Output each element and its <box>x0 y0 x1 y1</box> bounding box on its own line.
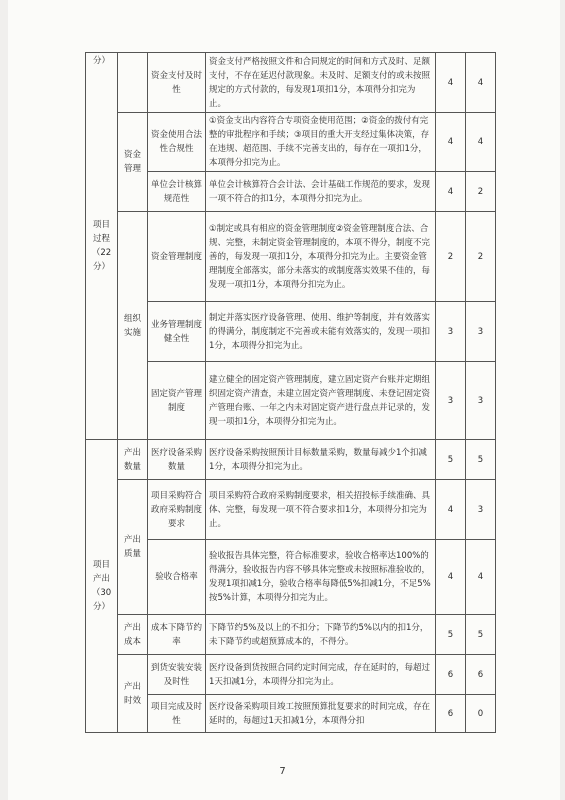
level3-cell: 项目完成及时性 <box>148 695 206 733</box>
level2-cell: 资金管理 <box>118 113 148 212</box>
criteria-cell: 医疗设备采购项目竣工按照预算批复要求的时间完成，存在延时的，每超过1天扣减1分，本项得分扣 <box>206 695 436 733</box>
level1-text: 项目过程（22分） <box>91 220 112 272</box>
table-row <box>86 53 496 113</box>
level3-cell: 业务管理制度健全性 <box>148 302 206 362</box>
level3-cell: 资金使用合法性合规性 <box>148 113 206 172</box>
score-cell: 4 <box>466 540 496 615</box>
score-cell: 5 <box>466 440 496 480</box>
criteria-cell: ①制定或具有相应的资金管理制度②资金管理制度合法、合规、完整，未制定资金管理制度的，本项不得分，制度不完善的，每发现一项扣1分，本项得分扣完为止。主要资金管理制度全部落实，部分未落实的或制度落实效果不佳的，每发现一项扣1分，本项得分扣完为止。 <box>206 212 436 302</box>
table-row <box>86 695 496 733</box>
weight-cell: 5 <box>436 615 466 655</box>
score-cell: 4 <box>466 53 496 113</box>
level3-cell: 资金支付及时性 <box>148 53 206 113</box>
level2-cell: 组织实施 <box>118 212 148 440</box>
score-cell: 2 <box>466 172 496 212</box>
table-row <box>86 655 496 695</box>
table-row <box>86 440 496 480</box>
level3-cell: 项目采购符合政府采购制度要求 <box>148 480 206 540</box>
criteria-cell: 建立健全的固定资产管理制度，建立固定资产台账并定期组织固定资产清查，未建立固定资产管理制度、未登记固定资产管理台账、一年之内未对固定资产进行盘点并记录的，发现一项扣1分，本项得分扣完为止。 <box>206 362 436 440</box>
weight-cell: 4 <box>436 113 466 172</box>
criteria-cell: 下降节约5%及以上的不扣分；下降节约5%以内的扣1分，未下降节约或超预算成本的，不得分。 <box>206 615 436 655</box>
weight-cell: 3 <box>436 362 466 440</box>
table-row <box>86 615 496 655</box>
level3-cell: 医疗设备采购数量 <box>148 440 206 480</box>
score-cell: 0 <box>466 695 496 733</box>
table-row <box>86 172 496 212</box>
weight-cell: 3 <box>436 302 466 362</box>
weight-cell: 4 <box>436 53 466 113</box>
table-row <box>86 480 496 540</box>
level2-cell: 产出成本 <box>118 615 148 655</box>
criteria-cell: ①资金支出内容符合专项资金使用范围；②资金的拨付有完整的审批程序和手续；③项目的重大开支经过集体决策，存在违规、超范围、手续不完善支出的，每存在一项扣1分，本项得分扣完为止。 <box>206 113 436 172</box>
level3-cell: 验收合格率 <box>148 540 206 615</box>
criteria-cell: 验收报告具体完整，符合标准要求，验收合格率达100%的得满分，验收报告内容不够具体完整或未按照标准验收的，发现1项扣减1分，验收合格率每降低5%扣减1分，不足5%按5%计算，本项得分扣完为止。 <box>206 540 436 615</box>
table-row <box>86 113 496 172</box>
score-cell: 3 <box>466 362 496 440</box>
weight-cell: 2 <box>436 212 466 302</box>
table-row <box>86 302 496 362</box>
weight-cell: 5 <box>436 440 466 480</box>
score-cell: 6 <box>466 655 496 695</box>
table-row <box>86 540 496 615</box>
criteria-cell: 医疗设备采购按照预计目标数量采购，数量每减少1个扣减1分，本项得分扣完为止。 <box>206 440 436 480</box>
level2-cell: 产出质量 <box>118 480 148 615</box>
table-row <box>86 212 496 302</box>
level2-cell: 产出时效 <box>118 655 148 733</box>
evaluation-table <box>85 52 496 733</box>
score-cell: 3 <box>466 302 496 362</box>
weight-cell: 4 <box>436 172 466 212</box>
score-cell: 4 <box>466 113 496 172</box>
weight-cell: 4 <box>436 480 466 540</box>
level3-cell: 资金管理制度 <box>148 212 206 302</box>
level1-text: 分） <box>92 56 110 66</box>
table-row <box>86 362 496 440</box>
weight-cell: 4 <box>436 540 466 615</box>
level2-cell <box>118 53 148 113</box>
score-cell: 3 <box>466 480 496 540</box>
level1-cell: 项目产出（30分） <box>86 440 118 733</box>
score-cell: 2 <box>466 212 496 302</box>
level3-cell: 单位会计核算规范性 <box>148 172 206 212</box>
page-number: 7 <box>279 766 286 777</box>
weight-cell: 6 <box>436 655 466 695</box>
criteria-cell: 制定并落实医疗设备管理、使用、维护等制度，并有效落实的得满分，制度制定不完善或未能有效落实的，发现一项扣1分，本项得分扣完为止。 <box>206 302 436 362</box>
level1-cell <box>86 53 118 440</box>
level3-cell: 成本下降节约率 <box>148 615 206 655</box>
level3-cell: 到货安装安装及时性 <box>148 655 206 695</box>
weight-cell: 6 <box>436 695 466 733</box>
criteria-cell: 医疗设备到货按照合同约定时间完成，存在延时的，每超过1天扣减1分，本项得分扣完为止。 <box>206 655 436 695</box>
criteria-cell: 项目采购符合政府采购制度要求，相关招投标手续准确、具体、完整，每发现一项不符合要求扣1分，本项得分扣完为止。 <box>206 480 436 540</box>
score-cell: 5 <box>466 615 496 655</box>
level2-cell: 产出数量 <box>118 440 148 480</box>
criteria-cell: 单位会计核算符合会计法、会计基础工作规范的要求，发现一项不符合的扣1分，本项得分扣完为止。 <box>206 172 436 212</box>
criteria-cell: 资金支付严格按照文件和合同规定的时间和方式及时、足额支付，不存在延迟付款现象。未及时、足额支付的或未按照规定的方式付款的，每发现1项扣1分，本项得分扣完为止。 <box>206 53 436 113</box>
level3-cell: 固定资产管理制度 <box>148 362 206 440</box>
